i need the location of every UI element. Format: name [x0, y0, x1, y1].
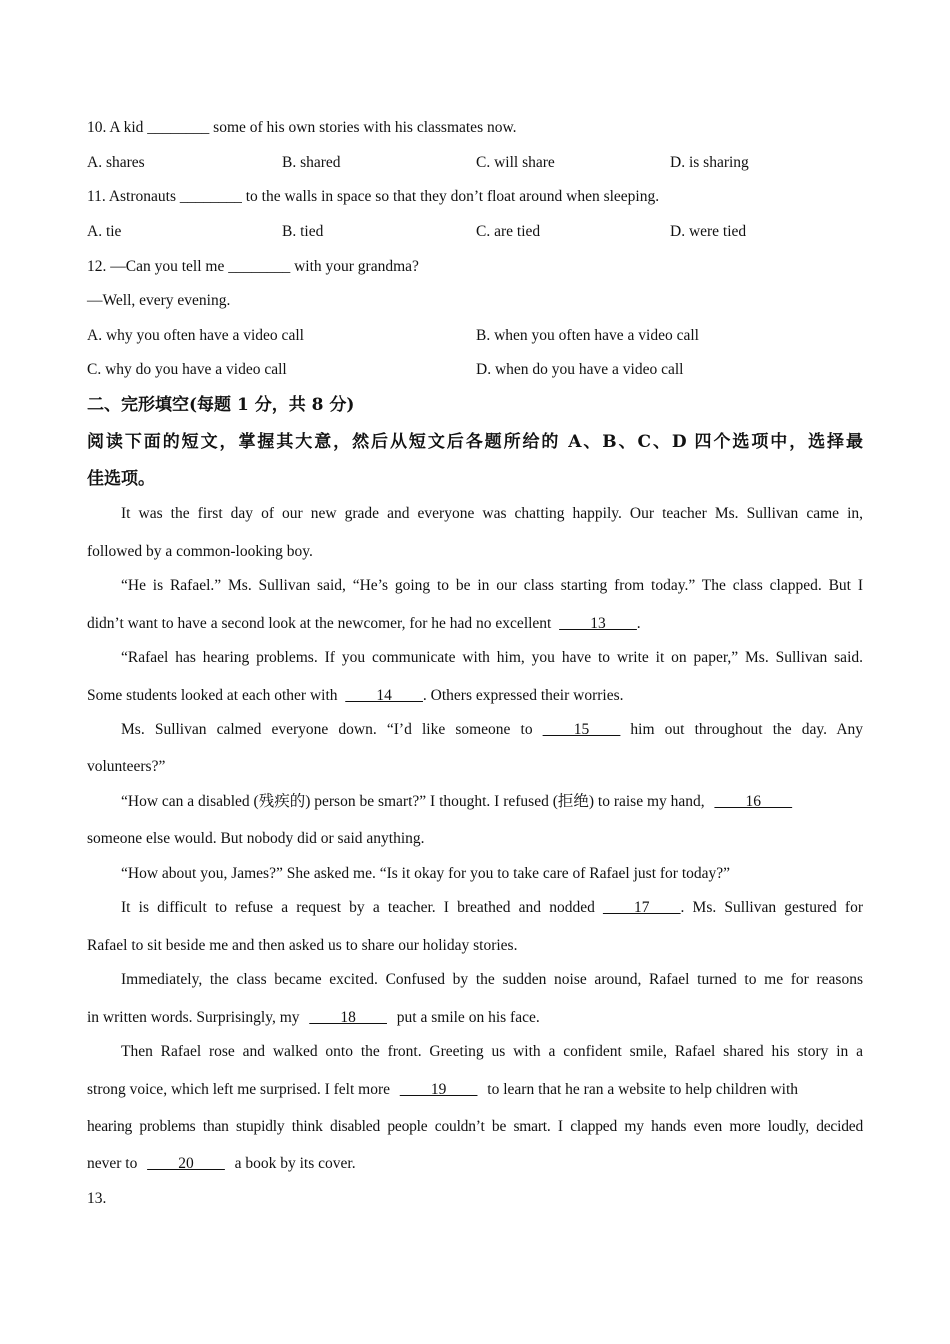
question-10-stem: 10. A kid ________ some of his own stories with his classmates now.: [87, 119, 517, 136]
question-13-number: 13.: [87, 1190, 107, 1207]
passage-text: . Ms. Sullivan gestured for: [680, 899, 863, 916]
passage-text: him out throughout the day. Any: [630, 721, 864, 738]
passage-p3-line1: “Rafael has hearing problems. If you communicate with him, you have to write it on paper,” Ms. Sullivan said.: [121, 649, 863, 666]
section-title: 二、完形填空(每题 1 分，共 8 分): [87, 395, 355, 415]
passage-p9-line1: Then Rafael rose and walked onto the front. Greeting us with a confident smile, Rafael shared his story in a: [121, 1043, 863, 1060]
passage-p6: “How about you, James?” She asked me. “Is it okay for you to take care of Rafael just for today?”: [121, 865, 731, 882]
passage-p3-line2: [87, 686, 623, 706]
passage-p7-line2: Rafael to sit beside me and then asked us to share our holiday stories.: [87, 937, 518, 954]
passage-text: . Others expressed their worries.: [422, 687, 624, 704]
q12-option-c: C. why do you have a video call: [87, 361, 287, 378]
passage-text: It is difficult to refuse a request by a teacher. I breathed and nodded: [121, 899, 595, 916]
passage-p4-line1: [121, 720, 863, 740]
passage-p9-line4: [87, 1154, 356, 1174]
q11-option-c: C. are tied: [476, 223, 541, 240]
passage-text: didn’t want to have a second look at the newcomer, for he had no excellent: [87, 615, 552, 632]
passage-text: put a smile on his face.: [396, 1009, 540, 1026]
q11-option-b: B. tied: [282, 223, 324, 240]
q12-option-b: B. when you often have a video call: [476, 327, 699, 344]
q10-option-a: A. shares: [87, 154, 145, 171]
passage-p8-line2: [87, 1008, 540, 1028]
passage-p9-line3: hearing problems than stupidly think disabled people couldn’t be smart. I clapped my hands even more loudly, decided: [87, 1118, 863, 1135]
blank-16: ____16____: [714, 793, 793, 810]
passage-p7-line1: [121, 898, 863, 918]
passage-text: never to: [87, 1155, 138, 1172]
blank-13: ____13____: [559, 615, 637, 632]
q12-option-d: D. when do you have a video call: [476, 361, 684, 378]
blank-20: ____20____: [147, 1155, 225, 1172]
q10-option-c: C. will share: [476, 154, 555, 171]
q11-option-a: A. tie: [87, 223, 122, 240]
passage-text: to learn that he ran a website to help children with: [487, 1081, 799, 1098]
passage-p8-line1: Immediately, the class became excited. Confused by the sudden noise around, Rafael turned to me for reasons: [121, 971, 863, 988]
blank-18: ____18____: [309, 1009, 387, 1026]
question-11-stem: 11. Astronauts ________ to the walls in space so that they don’t float around when sleeping.: [87, 188, 660, 205]
section-instructions-line1: 阅读下面的短文，掌握其大意，然后从短文后各题所给的 A、B、C、D 四个选项中，选择最: [87, 432, 863, 452]
blank-15: ____15____: [542, 721, 621, 738]
passage-p1-line2: followed by a common-looking boy.: [87, 543, 313, 560]
passage-text: a book by its cover.: [234, 1155, 356, 1172]
q12-option-a: A. why you often have a video call: [87, 327, 304, 344]
q11-option-d: D. were tied: [670, 223, 747, 240]
question-12-stem: 12. —Can you tell me ________ with your grandma?: [87, 258, 419, 275]
section-instructions-line2: 佳选项。: [87, 469, 155, 489]
passage-text: Some students looked at each other with: [87, 687, 338, 704]
passage-text: strong voice, which left me surprised. I felt more: [87, 1081, 391, 1098]
passage-text: “How can a disabled (残疾的) person be smart?” I thought. I refused (拒绝) to raise my hand,: [121, 793, 705, 810]
passage-text: .: [636, 615, 641, 632]
passage-text: in written words. Surprisingly, my: [87, 1009, 300, 1026]
q10-option-b: B. shared: [282, 154, 341, 171]
passage-p4-line2: volunteers?”: [87, 758, 166, 775]
blank-17: ____17____: [603, 899, 681, 916]
q10-option-d: D. is sharing: [670, 154, 749, 171]
question-12-reply: —Well, every evening.: [87, 292, 231, 309]
passage-p9-line2: [87, 1080, 798, 1100]
passage-p5-line1: [121, 792, 792, 812]
passage-text: Ms. Sullivan calmed everyone down. “I’d like someone to: [121, 721, 533, 738]
blank-19: ____19____: [399, 1081, 478, 1098]
passage-p5-line2: someone else would. But nobody did or said anything.: [87, 830, 425, 847]
passage-p2-line1: “He is Rafael.” Ms. Sullivan said, “He’s going to be in our class starting from today.” The class clapped. But I: [121, 577, 863, 594]
passage-p2-line2: [87, 614, 641, 634]
passage-p1-line1: It was the first day of our new grade and everyone was chatting happily. Our teacher Ms. Sullivan came in,: [121, 505, 863, 522]
blank-14: ____14____: [345, 687, 423, 704]
